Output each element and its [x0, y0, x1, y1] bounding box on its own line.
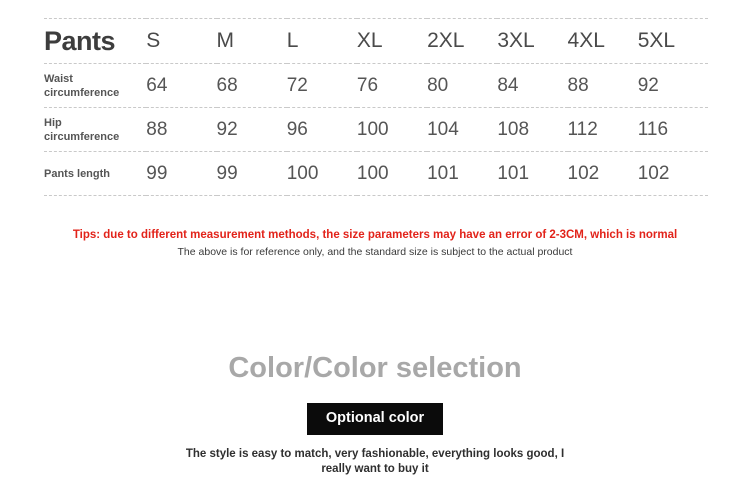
row-label-line2: circumference	[44, 130, 120, 143]
row-label-pants-length	[44, 152, 146, 196]
row-label-waist	[44, 64, 146, 108]
size-chart	[44, 18, 708, 196]
size-header-2xl: 2XL	[427, 29, 465, 52]
table-row	[44, 64, 708, 108]
size-table-title: Pants	[44, 25, 116, 56]
cell-hip-l: 96	[286, 118, 308, 140]
cell-length-l: 100	[286, 162, 319, 184]
table-row	[44, 152, 708, 196]
cell-waist-l: 72	[286, 74, 308, 96]
table-row	[44, 108, 708, 152]
cell-waist-3xl: 84	[497, 74, 519, 96]
cell-waist-m: 68	[216, 74, 238, 96]
cell-hip-2xl: 104	[427, 118, 459, 140]
marketing-copy-line1: The style is easy to match, very fashionable, everything looks good, I	[185, 448, 565, 460]
cell-waist-4xl: 88	[567, 74, 589, 96]
cell-length-xl: 100	[356, 162, 389, 184]
color-selection-heading: Color/Color selection	[228, 352, 522, 384]
cell-length-2xl: 101	[427, 162, 459, 184]
cell-waist-s: 64	[146, 74, 168, 96]
cell-hip-xl: 100	[356, 118, 389, 140]
cell-waist-5xl: 92	[637, 74, 659, 96]
cell-hip-m: 92	[216, 118, 238, 140]
size-tips	[0, 228, 750, 259]
size-header-xl: XL	[356, 29, 383, 52]
row-label-line1: Pants length	[44, 167, 111, 180]
tip-sub-text: The above is for reference only, and the standard size is subject to the actual product	[177, 246, 573, 258]
cell-waist-2xl: 80	[427, 74, 449, 96]
cell-hip-3xl: 108	[497, 118, 530, 140]
size-header-3xl: 3XL	[497, 29, 535, 52]
tip-main-text: Tips: due to different measurement methods, the size parameters may have an error of 2-3CM, which is normal	[72, 229, 678, 241]
size-table-header-row	[44, 19, 708, 64]
size-table	[44, 18, 708, 196]
row-label-hip	[44, 108, 146, 152]
row-label-line1: Hip	[44, 116, 62, 129]
cell-waist-xl: 76	[356, 74, 379, 96]
cell-hip-s: 88	[146, 118, 168, 140]
size-header-l: L	[286, 29, 299, 52]
cell-length-s: 99	[146, 162, 168, 184]
cell-length-5xl: 102	[637, 162, 670, 184]
optional-color-button[interactable]: Optional color	[307, 403, 443, 435]
row-label-line2: circumference	[44, 86, 120, 99]
size-header-4xl: 4XL	[567, 29, 605, 52]
cell-length-3xl: 101	[497, 162, 530, 184]
marketing-copy	[0, 447, 750, 477]
cell-hip-5xl: 116	[637, 118, 669, 140]
size-header-s: S	[146, 29, 161, 52]
size-header-5xl: 5XL	[637, 29, 676, 52]
cell-hip-4xl: 112	[567, 118, 598, 140]
cell-length-m: 99	[216, 162, 238, 184]
row-label-line1: Waist	[44, 72, 73, 85]
marketing-copy-line2: really want to buy it	[321, 463, 429, 475]
cell-length-4xl: 102	[567, 162, 600, 184]
size-header-m: M	[216, 29, 234, 52]
optional-color-button-wrap	[0, 403, 750, 435]
